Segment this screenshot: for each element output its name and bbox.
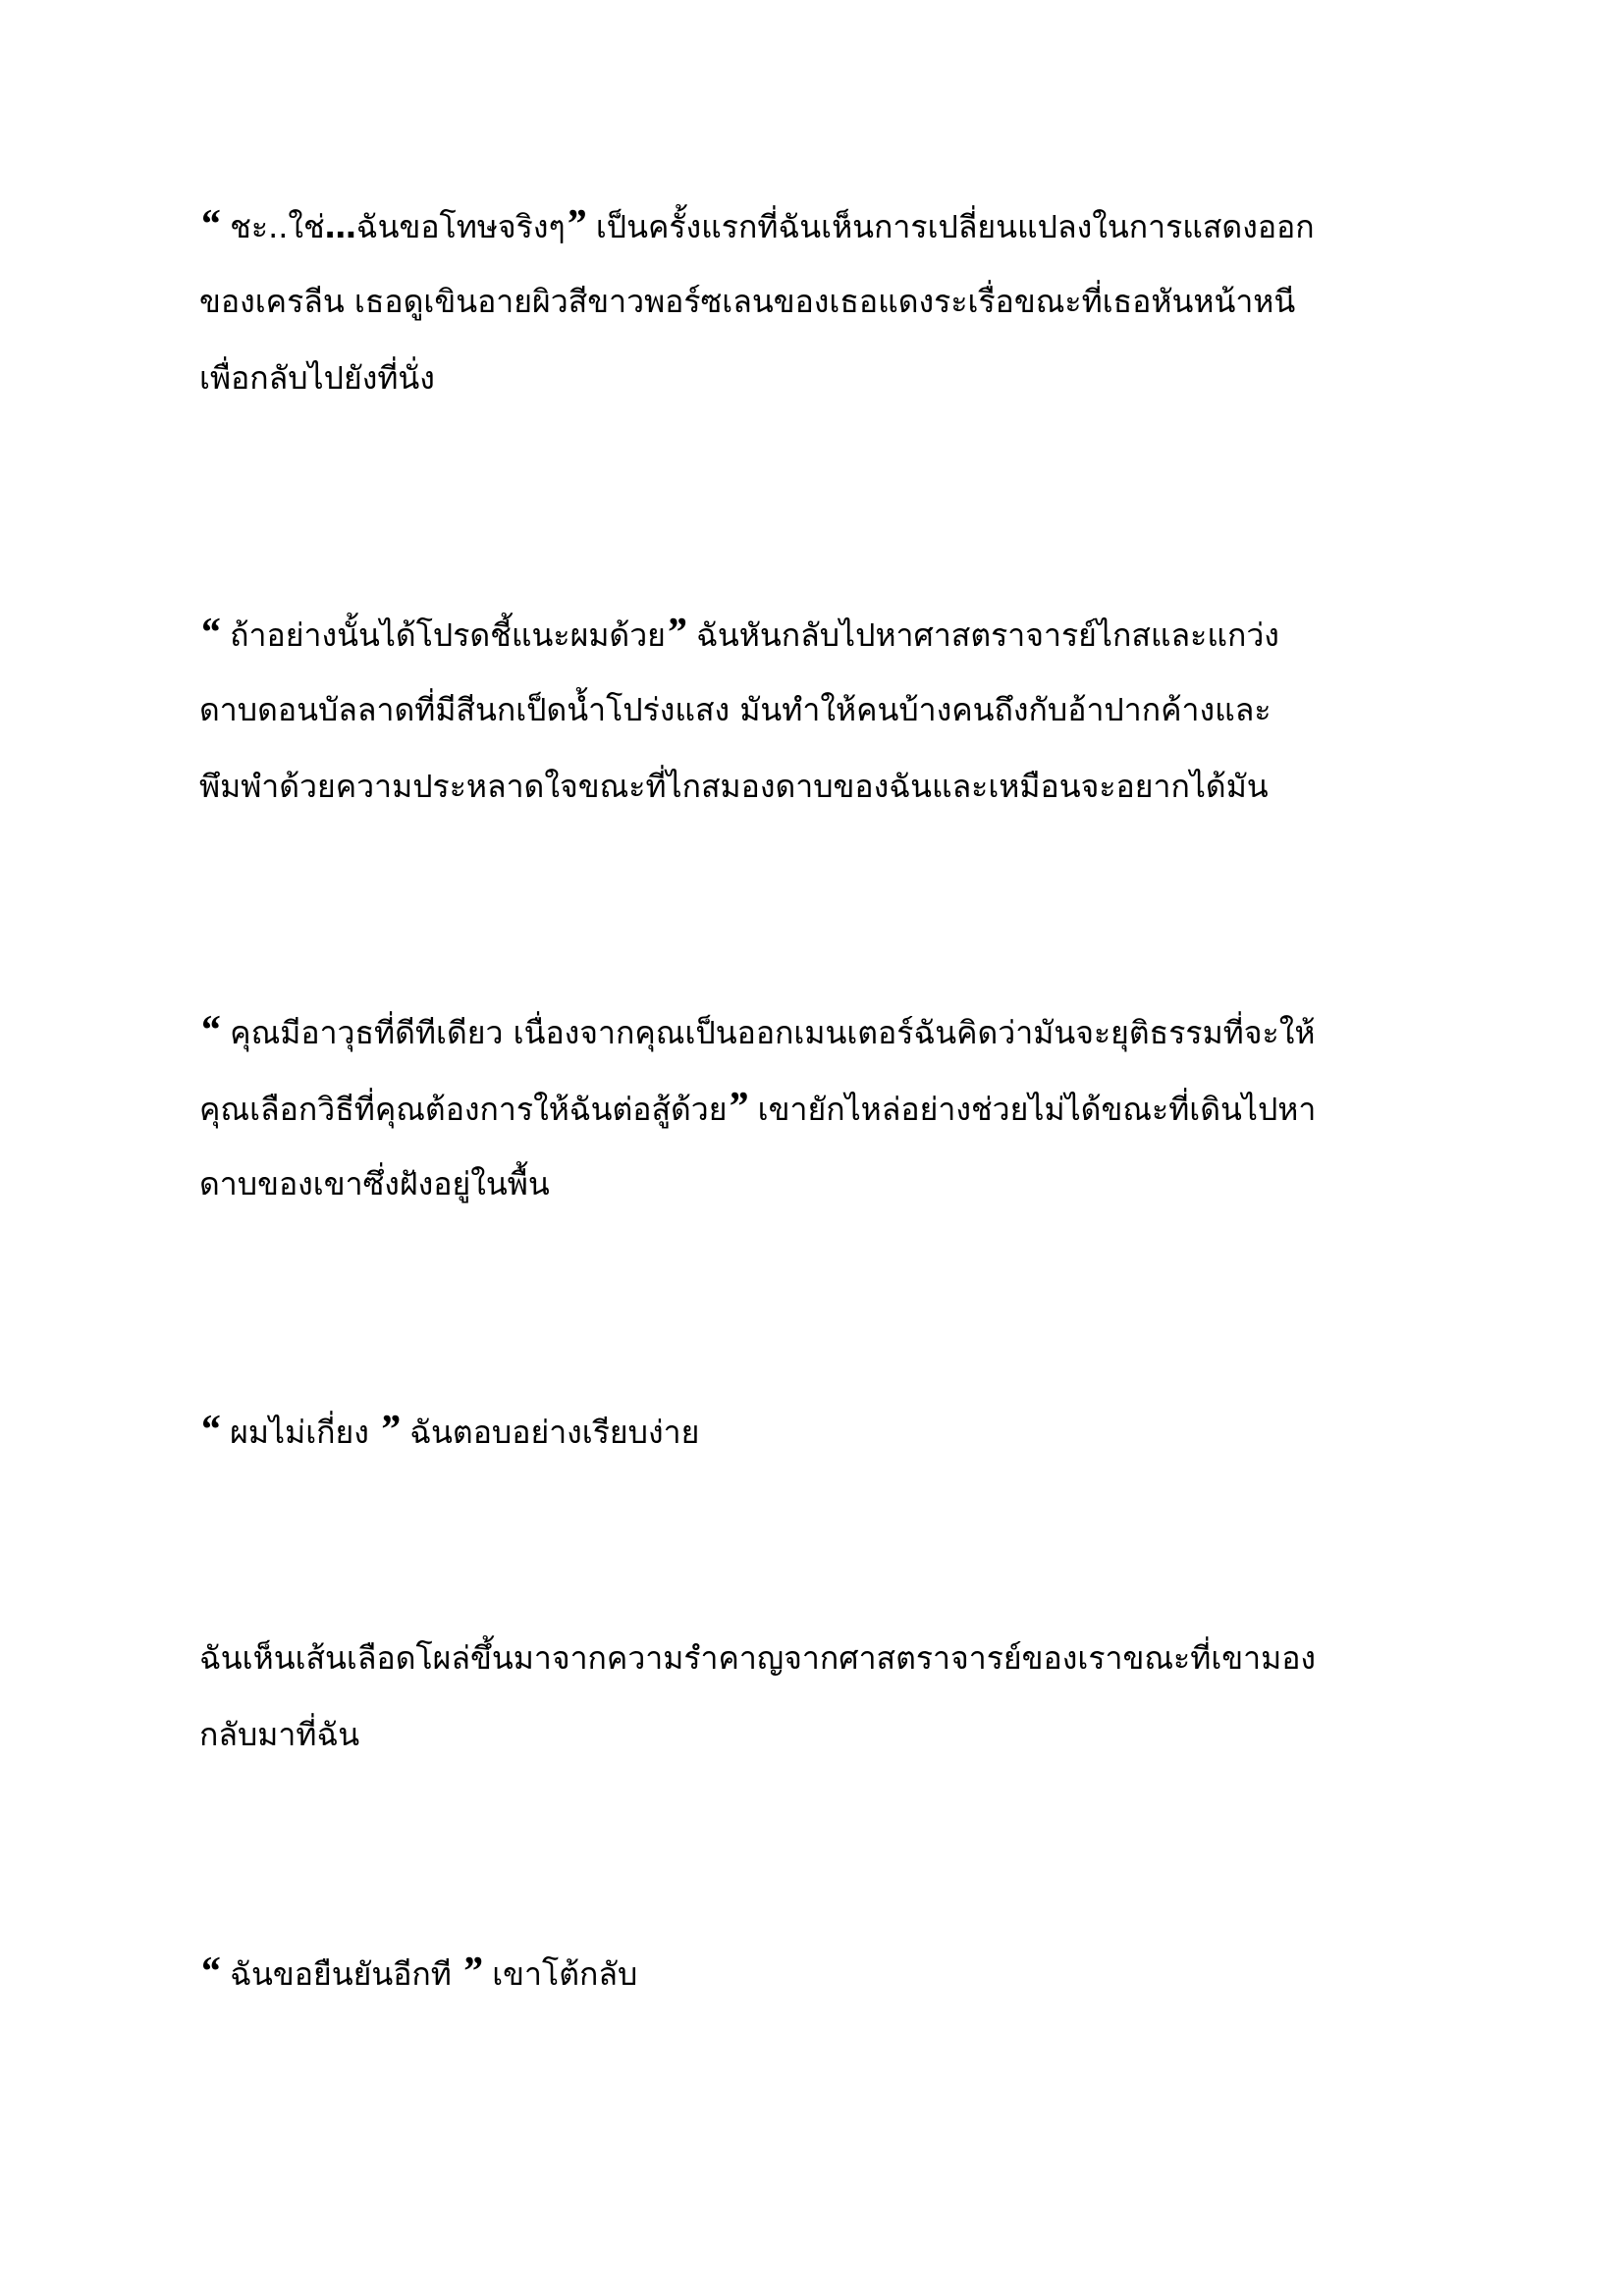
quote-mark: ” — [461, 1949, 483, 1995]
text-run: เป็นครั้งแรกที่ฉันเห็นการเปลี่ยนแปลงในการแสดงออก — [585, 208, 1315, 245]
paragraph-4 — [199, 1392, 1436, 1468]
text-line — [199, 671, 1436, 748]
quote-mark: ” — [727, 1085, 748, 1130]
text-run: ฉันเห็นเส้นเลือดโผล่ขึ้นมาจากความรำคาญจากศาสตราจารย์ของเราขณะที่เขามอง — [199, 1639, 1317, 1677]
text-line — [199, 1392, 1436, 1468]
text-run: เพื่อกลับไปยังที่นั่ง — [199, 359, 435, 397]
text-run: ฉันขอยืนยันอีกที — [220, 1955, 462, 1993]
text-run: คุณเลือกวิธีที่คุณต้องการให้ฉันต่อสู้ด้วย — [199, 1091, 728, 1128]
text-line — [199, 1934, 1436, 2010]
text-line — [199, 1620, 1436, 1696]
quote-mark: ” — [565, 202, 586, 247]
text-run: ชะ..ใช่ — [220, 208, 325, 245]
paragraph-5 — [199, 1620, 1436, 1773]
text-line — [199, 187, 1436, 263]
paragraph-1 — [199, 187, 1436, 416]
text-run: … — [324, 208, 356, 245]
text-run: ถ้าอย่างนั้นได้โปรดชี้แนะผมด้วย — [220, 616, 666, 654]
paragraph-2 — [199, 595, 1436, 825]
quote-mark: “ — [199, 1949, 220, 1995]
text-run: ดาบของเขาซึ่งฝังอยู่ในพื้น — [199, 1165, 550, 1202]
text-run: ดาบดอนบัลลาดที่มีสีนกเป็ดน้ำโปร่งแสง มันทำให้คนบ้างคนถึงกับอ้าปากค้างและ — [199, 691, 1272, 728]
text-line — [199, 340, 1436, 416]
quote-mark: “ — [199, 611, 220, 656]
text-run: ของเครลีน เธอดูเขินอายผิวสีขาวพอร์ซเลนของเธอแดงระเรื่อขณะที่เธอหันหน้าหนี — [199, 283, 1296, 320]
text-run: พึมพำด้วยความประหลาดใจขณะที่ไกสมองดาบของฉันและเหมือนจะอยากได้มัน — [199, 768, 1269, 805]
text-line — [199, 595, 1436, 671]
quote-mark: “ — [199, 1008, 220, 1053]
text-line — [199, 1069, 1436, 1146]
text-run: ฉันตอบอย่างเรียบง่าย — [400, 1414, 700, 1451]
text-run: คุณมีอาวุธที่ดีทีเดียว เนื่องจากคุณเป็นออกเมนเตอร์ฉันคิดว่ามันจะยุติธรรมที่จะให้ — [220, 1014, 1316, 1051]
quote-mark: ” — [379, 1408, 401, 1453]
text-run: ฉันขอโทษจริงๆ — [355, 208, 566, 245]
text-run: เขาโต้กลับ — [482, 1955, 638, 1993]
paragraph-3 — [199, 992, 1436, 1222]
text-line — [199, 263, 1436, 340]
quote-mark: “ — [199, 202, 220, 247]
text-line — [199, 1696, 1436, 1773]
text-line — [199, 748, 1436, 825]
text-run: ฉันหันกลับไปหาศาสตราจารย์ไกสและแกว่ง — [685, 616, 1279, 654]
quote-mark: “ — [199, 1408, 220, 1453]
text-line — [199, 992, 1436, 1069]
text-run: เขายักไหล่อย่างช่วยไม่ได้ขณะที่เดินไปหา — [747, 1091, 1317, 1128]
paragraph-6 — [199, 1934, 1436, 2010]
text-run: กลับมาที่ฉัน — [199, 1716, 360, 1753]
text-line — [199, 1146, 1436, 1222]
text-run: ผมไม่เกี่ยง — [220, 1414, 380, 1451]
quote-mark: ” — [665, 611, 686, 656]
